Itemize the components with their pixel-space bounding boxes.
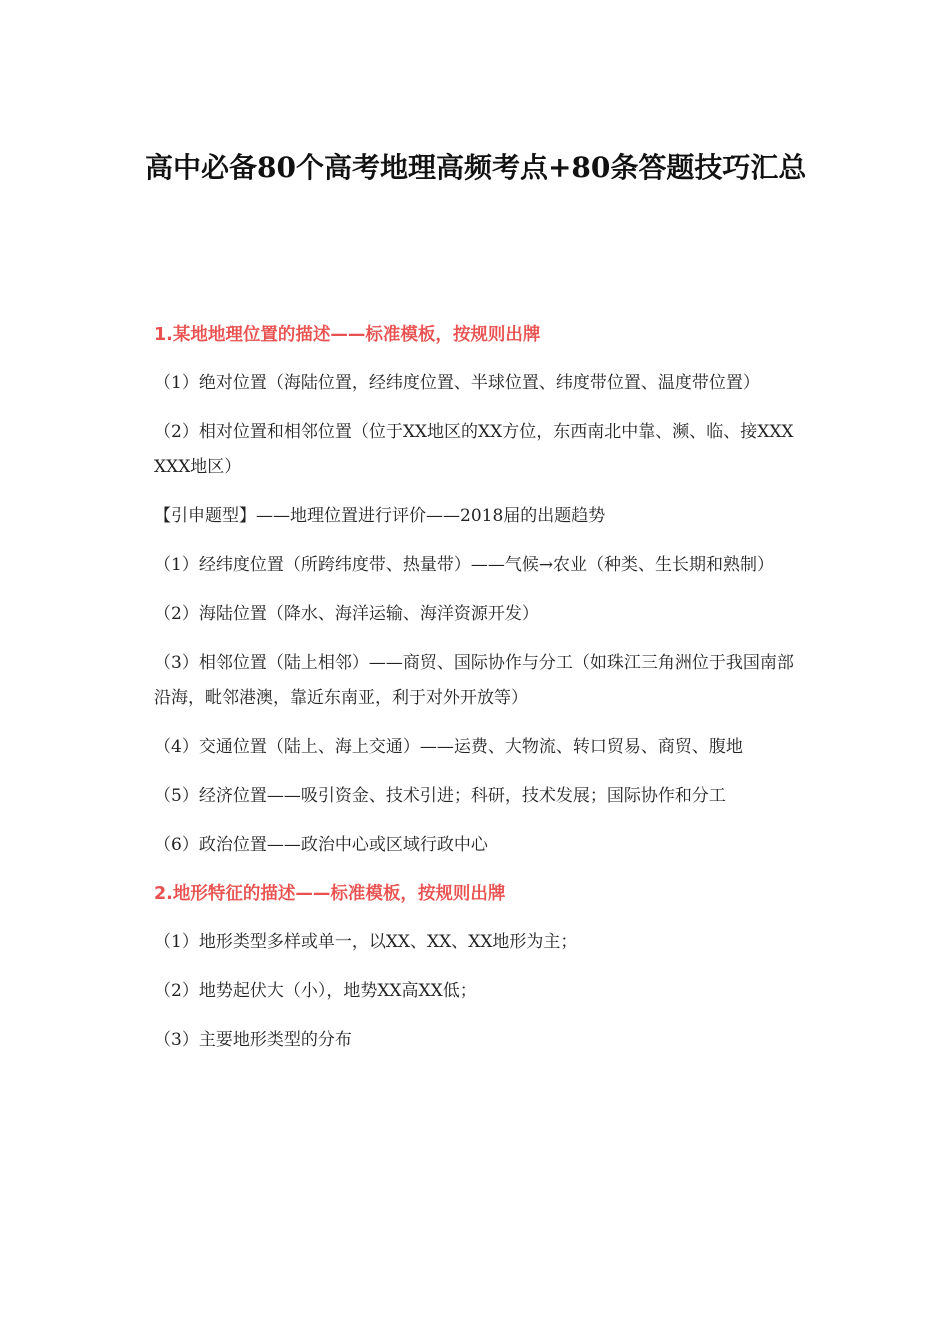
paragraph: （6）政治位置——政治中心或区域行政中心 [154,835,488,855]
paragraph: （4）交通位置（陆上、海上交通）——运费、大物流、转口贸易、商贸、腹地 [154,737,743,757]
paragraph: （2）相对位置和相邻位置（位于XX地区的XX方位，东西南北中靠、濒、临、接XXXXXX地区） [154,422,794,477]
paragraph: 【引申题型】——地理位置进行评价——2018届的出题趋势 [154,506,606,526]
section-heading-terrain: 2.地形特征的描述——标准模板，按规则出牌 [154,884,506,904]
paragraph: （3）相邻位置（陆上相邻）——商贸、国际协作与分工（如珠江三角洲位于我国南部沿海，毗邻港澳，靠近东南亚，利于对外开放等） [154,653,794,708]
paragraph: （1）绝对位置（海陆位置，经纬度位置、半球位置、纬度带位置、温度带位置） [154,373,760,393]
document-body [154,318,804,1072]
document-title: 高中必备80个高考地理高频考点+80条答题技巧汇总 [145,151,807,184]
section-heading-location: 1.某地地理位置的描述——标准模板，按规则出牌 [154,325,541,345]
paragraph: （5）经济位置——吸引资金、技术引进；科研，技术发展；国际协作和分工 [154,786,726,806]
paragraph: （1）地形类型多样或单一，以XX、XX、XX地形为主； [154,932,578,952]
paragraph: （1）经纬度位置（所跨纬度带、热量带）——气候→农业（种类、生长期和熟制） [154,555,775,575]
paragraph: （2）地势起伏大（小），地势XX高XX低； [154,981,477,1001]
paragraph: （2）海陆位置（降水、海洋运输、海洋资源开发） [154,604,539,624]
paragraph: （3）主要地形类型的分布 [154,1030,352,1050]
